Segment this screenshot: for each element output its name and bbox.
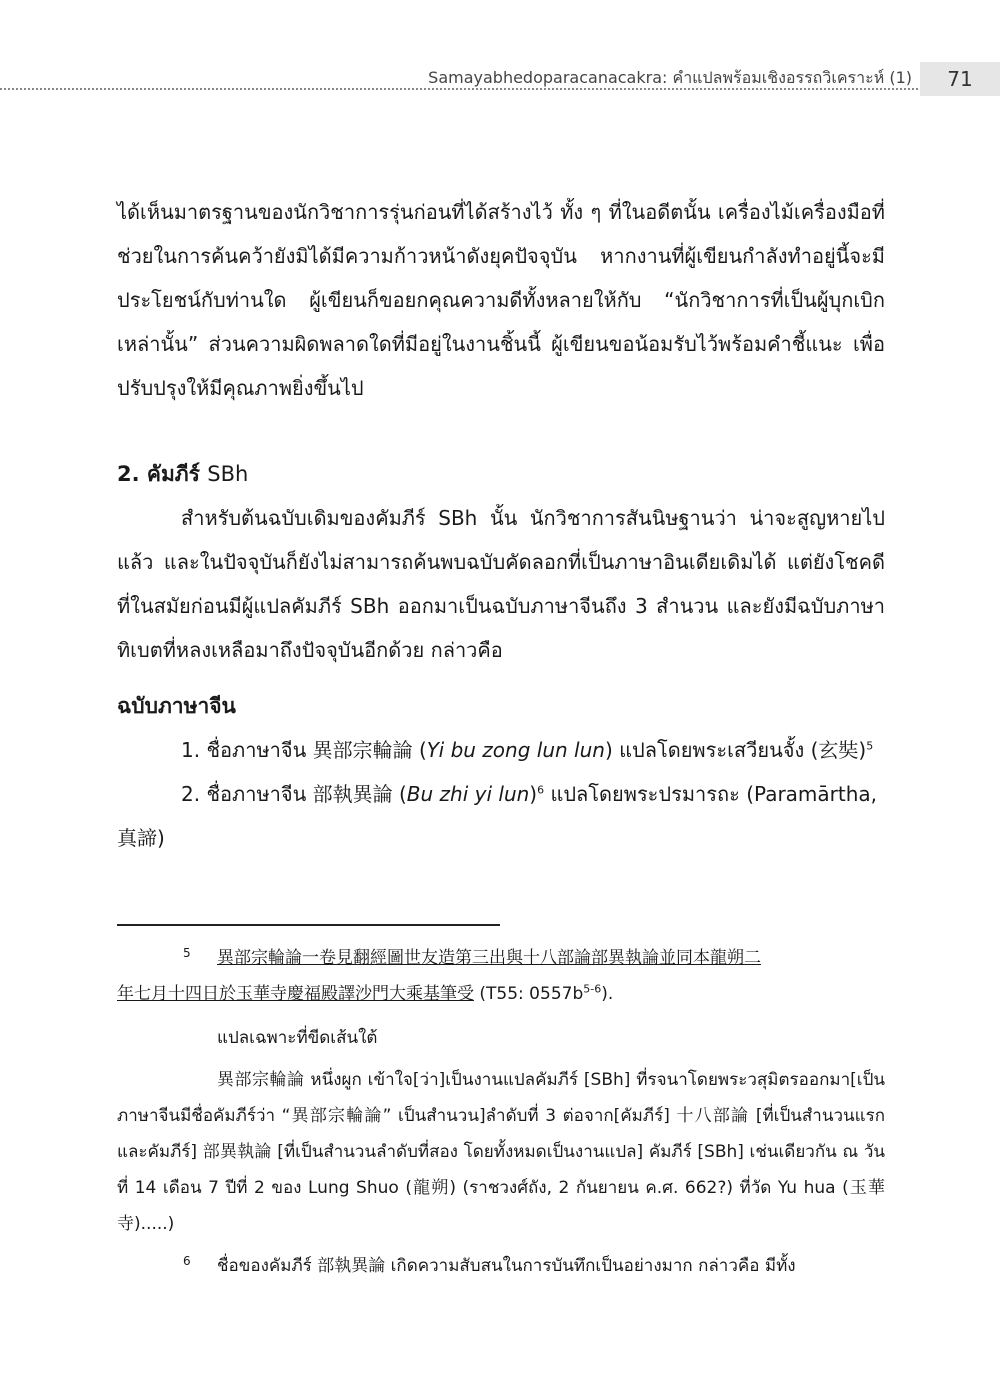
chinese-versions <box>117 684 885 860</box>
running-header <box>0 62 1000 96</box>
footnote-5-citation-sup: 5-6 <box>583 982 602 996</box>
item-translator: แปลโดยพระปรมารถะ (Paramārtha, <box>550 782 878 806</box>
footnote-6-text: ชื่อของคัมภีร์ 部執異論 เกิดความสับสนในการบันทึกเป็นอย่างมาก กล่าวคือ มีทั้ง <box>217 1256 796 1276</box>
section-paragraph: สำหรับต้นฉบับเดิมของคัมภีร์ SBh นั้น นักวิชาการสันนิษฐานว่า น่าจะสูญหายไปแล้ว และในปัจจุบันก็ยังไม่สามารถค้นพบฉบับคัดลอกที่เป็นภาษาอินเดียเดิมได้ แต่ยังโชคดีที่ในสมัยก่อนมีผู้แปลคัมภีร์ SBh ออกมาเป็นฉบับภาษาจีนถึง 3 สำนวน และยังมีฉบับภาษาทิเบตที่หลงเหลือมาถึงปัจจุบันอีกด้วย กล่าวคือ <box>117 506 885 662</box>
item-number: 1. <box>181 738 201 762</box>
item-label: ชื่อภาษาจีน <box>206 782 307 806</box>
item-romanized-title: Bu zhi yi lun <box>406 782 530 806</box>
footnote-5-translation: 異部宗輪論 หนึ่งผูก เข้าใจ[ว่า]เป็นงานแปลคัมภีร์ [SBh] ที่รจนาโดยพระวสุมิตรออกมา[เป็นภาษาจีนมีชื่อคัมภีร์ว่า “異部宗輪論” เป็นสำนวน]ลำดับที่ 3 ต่อจาก[คัมภีร์] 十八部論 [ที่เป็นสำนวนแรก และคัมภีร์] 部異執論 [ที่เป็นสำนวนลำดับที่สอง โดยทั้งหมดเป็นงานแปล] คัมภีร์ [SBh] เช่นเดียวกัน ณ วันที่ 14 เดือน 7 ปีที่ 2 ของ Lung Shuo (龍朔) (ราชวงศ์ถัง, 2 กันยายน ค.ศ. 662?) ที่วัด Yu hua (玉華寺).....) <box>117 1070 885 1234</box>
page-number-box <box>920 62 1000 96</box>
header-title: Samayabhedoparacanacakra: คำแปลพร้อมเชิงอรรถวิเคราะห์ (1) <box>428 68 912 87</box>
item-label: ชื่อภาษาจีน <box>206 738 307 762</box>
item-translator: แปลโดยพระเสวียนจั้ง <box>619 738 805 762</box>
footnote-5 <box>117 940 885 1284</box>
footnote-5-underlined-line2: 年七月十四日於玉華寺慶福殿譯沙門大乘基筆受 <box>117 984 474 1004</box>
footnote-5-number: 5 <box>183 946 191 960</box>
intro-paragraph: ได้เห็นมาตรฐานของนักวิชาการรุ่นก่อนที่ได้สร้างไว้ ทั้ง ๆ ที่ในอดีตนั้น เครื่องไม้เครื่องมือที่ช่วยในการค้นคว้ายังมิได้มีความก้าวหน้าดังยุคปัจจุบัน หากงานที่ผู้เขียนกำลังทำอยู่นี้จะมีประโยชน์กับท่านใด ผู้เขียนก็ขอยกคุณความดีทั้งหลายให้กับ “นักวิชาการที่เป็นผู้บุกเบิกเหล่านั้น” ส่วนความผิดพลาดใดที่มีอยู่ในงานชิ้นนี้ ผู้เขียนขอน้อมรับไว้พร้อมคำชี้แนะ เพื่อปรับปรุงให้มีคุณภาพยิ่งขึ้นไป <box>117 200 885 400</box>
item-number: 2. <box>181 782 201 806</box>
item-translator-chinese: (玄奘) <box>810 738 867 762</box>
item-chinese-title: 異部宗輪論 <box>312 738 413 762</box>
section-number: 2. <box>117 462 140 486</box>
footnote-5-citation: (T55: 0557b <box>474 984 584 1004</box>
item-romanized-title: Yi bu zong lun lun <box>426 738 605 762</box>
item-translator-chinese: 真諦) <box>117 826 165 850</box>
footnote-5-citation-end: ). <box>601 984 614 1004</box>
page-number: 71 <box>947 67 973 91</box>
chinese-versions-heading: ฉบับภาษาจีน <box>117 694 236 718</box>
footnote-5-original <box>117 940 885 1012</box>
section-2 <box>117 452 885 672</box>
intro-block <box>117 190 885 410</box>
chinese-version-item-1: 1. ชื่อภาษาจีน 異部宗輪論 (Yi bu zong lun lun) แปลโดยพระเสวียนจั้ง (玄奘)$^5$ <box>181 738 874 762</box>
section-heading <box>117 452 885 496</box>
section-title-bold: คัมภีร์ <box>146 462 200 486</box>
footnote-5-note: แปลเฉพาะที่ขีดเส้นใต้ <box>217 1028 378 1048</box>
chinese-version-item-2: 2. ชื่อภาษาจีน 部執異論 (Bu zhi yi lun)$^6$ แปลโดยพระปรมารถะ (Paramārtha, 真諦) <box>117 782 878 850</box>
section-title-rest: SBh <box>207 462 249 486</box>
item-chinese-title: 部執異論 <box>312 782 393 806</box>
footnote-5-underlined-line1: 異部宗輪論一卷見翻經圖世友造第三出與十八部論部異執論並同本龍朔二 <box>217 948 761 968</box>
footnote-6 <box>117 1248 885 1284</box>
footnote-separator <box>117 924 500 926</box>
footnote-ref-6[interactable]: 6 <box>537 783 545 797</box>
footnote-6-number: 6 <box>183 1254 191 1268</box>
footnote-ref-5[interactable]: 5 <box>866 739 874 753</box>
header-dotted-rule <box>0 88 918 90</box>
